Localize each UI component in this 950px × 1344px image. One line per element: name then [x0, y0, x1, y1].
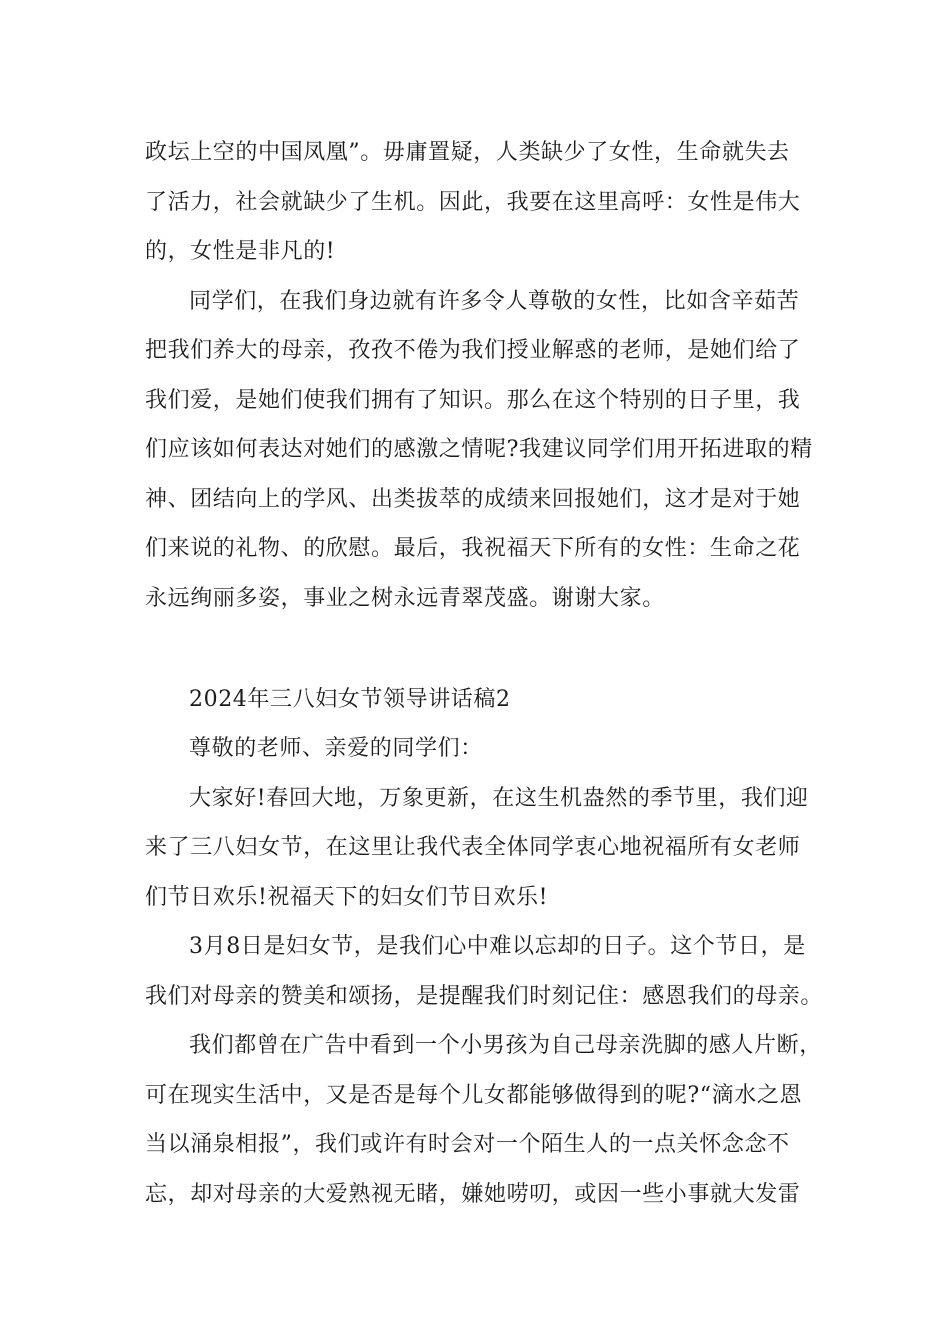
- paragraph-line: 忘，却对母亲的大爱熟视无睹，嫌她唠叨，或因一些小事就大发雷: [145, 1182, 801, 1207]
- paragraph-line: 我们爱，是她们使我们拥有了知识。那么在这个特别的日子里，我: [145, 388, 801, 413]
- paragraph-line: 把我们养大的母亲，孜孜不倦为我们授业解惑的老师，是她们给了: [145, 338, 801, 363]
- paragraph-line: 们节日欢乐!祝福天下的妇女们节日欢乐!: [145, 885, 549, 910]
- paragraph-line: 政坛上空的中国凤凰”。毋庸置疑，人类缺少了女性，生命就失去: [145, 140, 790, 165]
- section-title: 2024年三八妇女节领导讲话稿2: [189, 687, 511, 712]
- paragraph-line: 们应该如何表达对她们的感激之情呢?我建议同学们用开拓进取的精: [145, 437, 813, 462]
- paragraph-line: 当以涌泉相报”，我们或许有时会对一个陌生人的一点关怀念念不: [145, 1132, 790, 1157]
- paragraph-line: 们来说的礼物、的欣慰。最后，我祝福天下所有的女性：生命之花: [145, 536, 801, 561]
- paragraph-line: 永远绚丽多姿，事业之树永远青翠茂盛。谢谢大家。: [145, 586, 665, 611]
- paragraph-line: 3月8日是妇女节，是我们心中难以忘却的日子。这个节日，是: [189, 934, 806, 959]
- paragraph-line: 的，女性是非凡的!: [145, 239, 336, 264]
- paragraph-line: 我们对母亲的赞美和颂扬，是提醒我们时刻记住：感恩我们的母亲。: [145, 984, 824, 1009]
- paragraph-line: 来了三八妇女节，在这里让我代表全体同学衷心地祝福所有女老师: [145, 835, 801, 860]
- paragraph-line: 可在现实生活中，又是否是每个儿女都能够做得到的呢?“滴水之恩: [145, 1083, 803, 1108]
- salutation: 尊敬的老师、亲爱的同学们：: [189, 736, 483, 761]
- paragraph-line: 神、团结向上的学风、出类拔萃的成绩来回报她们，这才是对于她: [145, 487, 801, 512]
- paragraph-line: 了活力，社会就缺少了生机。因此，我要在这里高呼：女性是伟大: [145, 190, 801, 215]
- paragraph-line: 同学们，在我们身边就有许多令人尊敬的女性，比如含辛茹苦: [189, 289, 800, 314]
- paragraph-line: 大家好!春回大地，万象更新，在这生机盎然的季节里，我们迎: [189, 786, 809, 811]
- paragraph-line: 我们都曾在广告中看到一个小男孩为自己母亲洗脚的感人片断，: [189, 1033, 822, 1058]
